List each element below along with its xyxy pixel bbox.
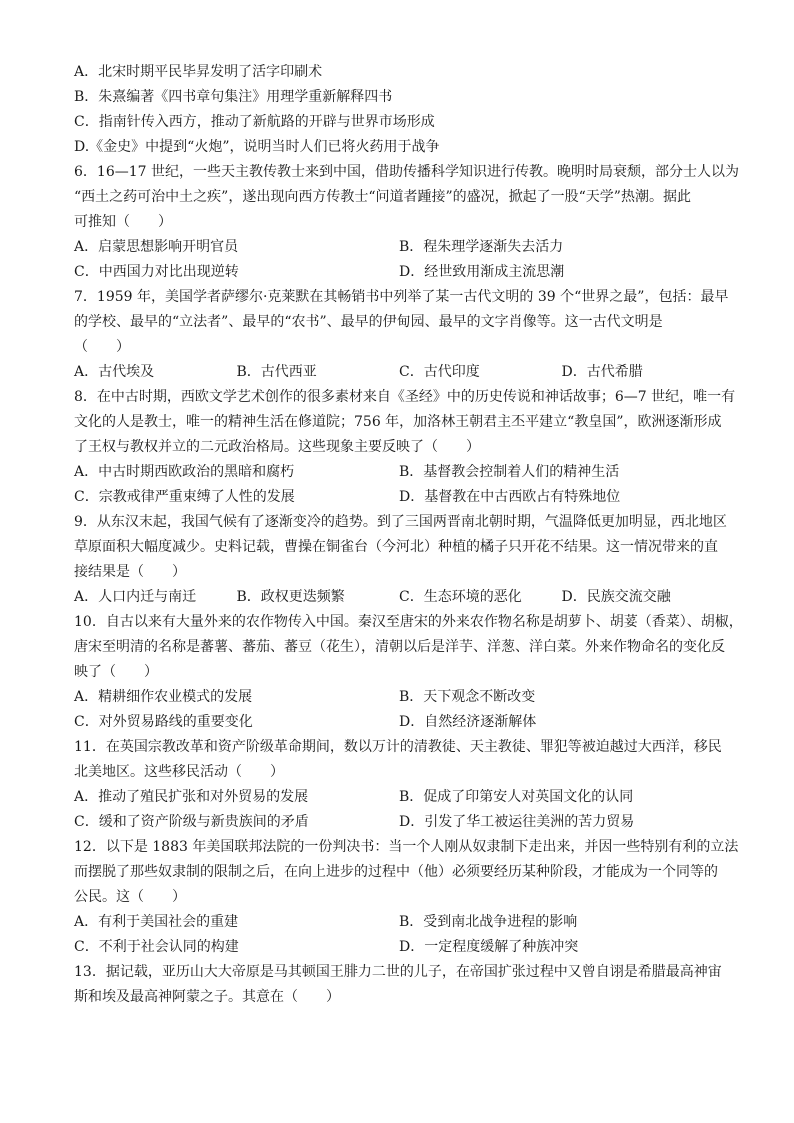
- q7-stem-line: 7．1959 年，美国学者萨缪尔·克莱默在其畅销书中列举了某一古代文明的 39 个“世界之最”，包括：最早: [74, 289, 729, 305]
- q6-option-c: C．中西国力对比出现逆转: [74, 264, 239, 280]
- q8-option-d: D．基督教在中古西欧占有特殊地位: [399, 489, 621, 505]
- q7-option-c: C．古代印度: [399, 364, 480, 380]
- q10-stem-line: 10．自古以来有大量外来的农作物传入中国。秦汉至唐宋的外来农作物名称是胡萝卜、胡荽（香菜）、胡椒，: [74, 614, 743, 630]
- q12-stem-line: 而摆脱了那些奴隶制的限制之后，在向上进步的过程中（他）必须要经历某种阶段，才能成为一个同等的: [74, 864, 718, 880]
- q11-option-a: A．推动了殖民扩张和对外贸易的发展: [74, 789, 309, 805]
- q7-option-b: B．古代西亚: [236, 364, 317, 380]
- q6-stem-line: 6．16—17 世纪，一些天主教传教士来到中国，借助传播科学知识进行传教。晚明时局衰颓，部分士人以为: [74, 164, 739, 180]
- q10-option-a: A．精耕细作农业模式的发展: [74, 689, 253, 705]
- q6-option-b: B．程朱理学逐渐失去活力: [399, 239, 564, 255]
- q6-options-row: [74, 260, 724, 285]
- q11-stem-line: 北美地区。这些移民活动（ ）: [74, 764, 284, 780]
- q7-option-a: A．古代埃及: [74, 364, 155, 380]
- q12-stem-line: 12．以下是 1883 年美国联邦法院的一份判决书：当一个人刚从奴隶制下走出来，并因一些特别有利的立法: [74, 839, 739, 855]
- q12-option-a: A．有利于美国社会的重建: [74, 914, 239, 930]
- q8-option-c: C．宗教戒律严重束缚了人性的发展: [74, 489, 295, 505]
- q7-option-d: D．古代希腊: [561, 364, 643, 380]
- q13-stem-line: 13．据记载，亚历山大大帝原是马其顿国王腓力二世的儿子，在帝国扩张过程中又曾自诩是希腊最高神宙: [74, 964, 722, 980]
- q8-options-row: [74, 485, 724, 510]
- q8-stem-line: 文化的人是教士，唯一的精神生活在修道院；756 年，加洛林王朝君主丕平建立“教皇国”，欧洲逐渐形成: [74, 414, 722, 430]
- q7-stem-line: （ ）: [74, 339, 130, 355]
- q12-option-d: D．一定程度缓解了种族冲突: [399, 939, 579, 955]
- q9-option-a: A．人口内迁与南迁: [74, 589, 197, 605]
- q9-option-b: B．政权更迭频繁: [236, 589, 345, 605]
- q11-stem-line: 11．在英国宗教改革和资产阶级革命期间，数以万计的清教徒、天主教徒、罪犯等被迫越过大西洋，移民: [74, 739, 722, 755]
- q10-stem-line: 唐宋至明清的名称是蕃薯、蕃茄、蕃豆（花生），清朝以后是洋芋、洋葱、洋白菜。外来作物命名的变化反: [74, 639, 725, 655]
- q12-options-row: [74, 910, 724, 935]
- exam-page: [74, 60, 743, 1010]
- q6-stem-line: 可推知（ ）: [74, 214, 172, 230]
- q10-stem-line: 映了（ ）: [74, 664, 158, 680]
- q11-options-row: [74, 785, 724, 810]
- q11-option-b: B．促成了印第安人对英国文化的认同: [399, 789, 634, 805]
- q10-option-b: B．天下观念不断改变: [399, 689, 536, 705]
- q8-options-row: [74, 460, 724, 485]
- q7-stem-line: 的学校、最早的“立法者”、最早的“农书”、最早的伊甸园、最早的文字肖像等。这一古代文明是: [74, 314, 663, 330]
- q9-stem-line: 草原面积大幅度减少。史料记载，曹操在铜雀台（今河北）种植的橘子只开花不结果。这一情况带来的直: [74, 539, 718, 555]
- q5-option-b: B．朱熹编著《四书章句集注》用理学重新解释四书: [74, 89, 393, 105]
- q13-stem-line: 斯和埃及最高神阿蒙之子。其意在（ ）: [74, 989, 340, 1005]
- q6-option-a: A．启蒙思想影响开明官员: [74, 239, 239, 255]
- q5-option-a: A．北宋时期平民毕昇发明了活字印刷术: [74, 64, 323, 80]
- q8-stem-line: 了王权与教权并立的二元政治格局。这些现象主要反映了（ ）: [74, 439, 480, 455]
- q10-options-row: [74, 710, 724, 735]
- q6-stem-line: “西土之药可治中土之疾”，遂出现向西方传教士“问道者踵接”的盛况，掀起了一股“天学”热潮。据此: [74, 189, 691, 205]
- q11-options-row: [74, 810, 724, 835]
- q11-option-d: D．引发了华工被运往美洲的苦力贸易: [399, 814, 635, 830]
- q11-option-c: C．缓和了资产阶级与新贵族间的矛盾: [74, 814, 309, 830]
- q6-option-d: D．经世致用渐成主流思潮: [399, 264, 565, 280]
- q9-stem-line: 接结果是（ ）: [74, 564, 186, 580]
- q9-option-c: C．生态环境的恶化: [399, 589, 522, 605]
- q10-option-d: D．自然经济逐渐解体: [399, 714, 537, 730]
- q8-option-b: B．基督教会控制着人们的精神生活: [399, 464, 620, 480]
- q10-options-row: [74, 685, 724, 710]
- q5-option-d: D.《金史》中提到“火炮”，说明当时人们已将火药用于战争: [74, 139, 440, 155]
- q12-options-row: [74, 935, 724, 960]
- q9-option-d: D．民族交流交融: [561, 589, 671, 605]
- q12-option-c: C．不利于社会认同的构建: [74, 939, 239, 955]
- q6-options-row: [74, 235, 724, 260]
- q7-options-row: [74, 360, 724, 385]
- q12-stem-line: 公民。这（ ）: [74, 889, 186, 905]
- q9-stem-line: 9．从东汉末起，我国气候有了逐渐变冷的趋势。到了三国两晋南北朝时期，气温降低更加明显，西北地区: [74, 514, 727, 530]
- q10-option-c: C．对外贸易路线的重要变化: [74, 714, 253, 730]
- q5-option-c: C．指南针传入西方，推动了新航路的开辟与世界市场形成: [74, 114, 435, 130]
- q8-stem-line: 8．在中古时期，西欧文学艺术创作的很多素材来自《圣经》中的历史传说和神话故事；6—7 世纪，唯一有: [74, 389, 736, 405]
- q9-options-row: [74, 585, 724, 610]
- q12-option-b: B．受到南北战争进程的影响: [399, 914, 578, 930]
- q8-option-a: A．中古时期西欧政治的黑暗和腐朽: [74, 464, 295, 480]
